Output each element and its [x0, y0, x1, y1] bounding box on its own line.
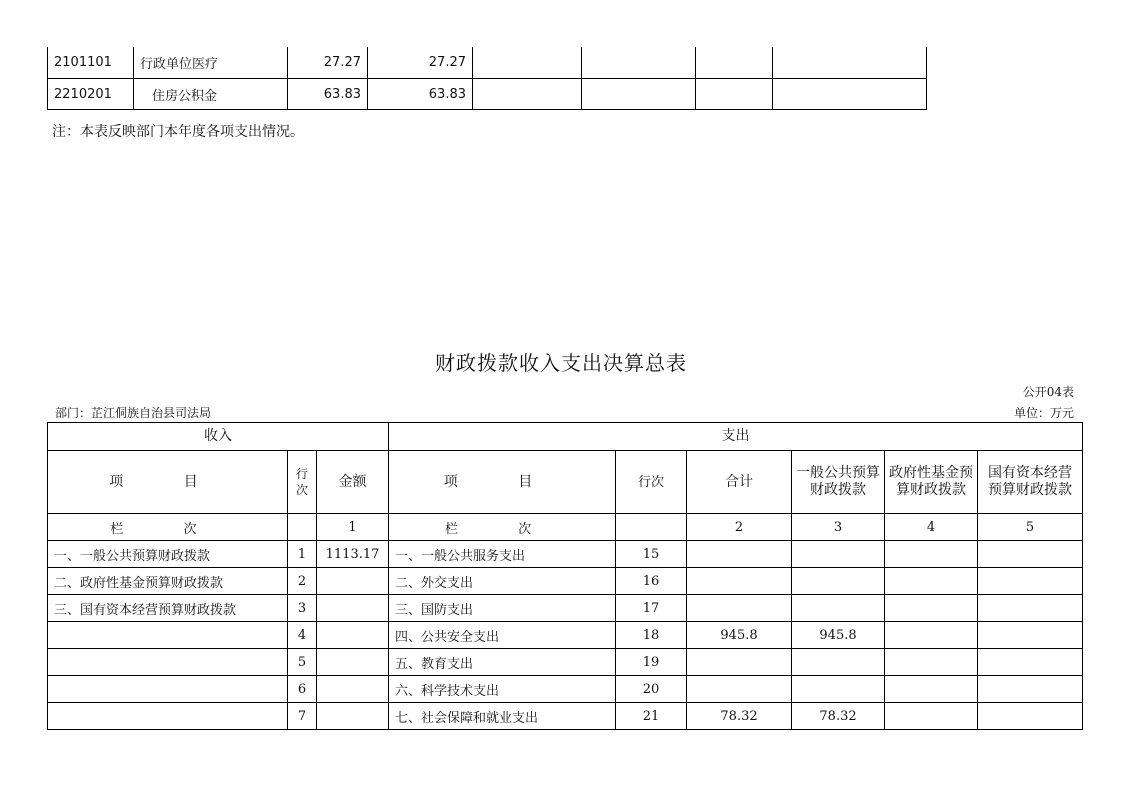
- total-value: 945.8: [687, 622, 792, 649]
- item-name: 行政单位医疗: [134, 47, 288, 79]
- empty-cell: [885, 568, 978, 595]
- column-label: 栏 次: [48, 514, 288, 541]
- expense-row-no: 15: [616, 541, 687, 568]
- total-value: [687, 595, 792, 622]
- income-item: 二、政府性基金预算财政拨款: [48, 568, 288, 595]
- column-number: 5: [978, 514, 1083, 541]
- item-value: 27.27: [288, 47, 368, 79]
- total-value: [687, 649, 792, 676]
- amount-header: 金额: [317, 451, 389, 514]
- income-item: [48, 622, 288, 649]
- income-row-no: 3: [288, 595, 317, 622]
- income-row-no: 5: [288, 649, 317, 676]
- column-number: 1: [317, 514, 389, 541]
- table-row: [48, 622, 1083, 649]
- table-row: [48, 541, 1083, 568]
- income-item: [48, 703, 288, 730]
- gov-fund-header: 政府性基金预算财政拨款: [885, 451, 978, 514]
- total-value: [687, 568, 792, 595]
- column-label: 栏 次: [389, 514, 616, 541]
- expense-item: 二、外交支出: [389, 568, 616, 595]
- expense-row-no: 18: [616, 622, 687, 649]
- empty-cell: [978, 676, 1083, 703]
- empty-cell: [978, 649, 1083, 676]
- expense-row-no: 17: [616, 595, 687, 622]
- table-row: [48, 568, 1083, 595]
- table-row: [48, 649, 1083, 676]
- expense-item: 七、社会保障和就业支出: [389, 703, 616, 730]
- income-amount: [317, 703, 389, 730]
- column-number: 3: [792, 514, 885, 541]
- income-amount: [317, 649, 389, 676]
- empty-cell: [978, 568, 1083, 595]
- income-row-no-header: 行次: [288, 451, 317, 514]
- fiscal-summary-table: [47, 422, 1083, 730]
- empty-cell: [473, 79, 582, 110]
- column-header-row: [48, 451, 1083, 514]
- item-code: 2210201: [48, 79, 134, 110]
- general-value: [792, 595, 885, 622]
- income-amount: [317, 676, 389, 703]
- general-budget-header: 一般公共预算财政拨款: [792, 451, 885, 514]
- expense-item-header: 项 目: [389, 451, 616, 514]
- section-header-row: [48, 423, 1083, 451]
- expense-item: 三、国防支出: [389, 595, 616, 622]
- total-value: 78.32: [687, 703, 792, 730]
- income-item: [48, 649, 288, 676]
- state-capital-header: 国有资本经营预算财政拨款: [978, 451, 1083, 514]
- income-row-no: 4: [288, 622, 317, 649]
- empty-cell: [288, 514, 317, 541]
- income-item: 三、国有资本经营预算财政拨款: [48, 595, 288, 622]
- expense-row-no: 19: [616, 649, 687, 676]
- total-header: 合计: [687, 451, 792, 514]
- empty-cell: [885, 622, 978, 649]
- table-note: 注：本表反映部门本年度各项支出情况。: [52, 124, 304, 140]
- empty-cell: [978, 595, 1083, 622]
- empty-cell: [885, 649, 978, 676]
- empty-cell: [885, 541, 978, 568]
- item-name: 住房公积金: [134, 79, 288, 110]
- empty-cell: [473, 47, 582, 79]
- empty-cell: [885, 595, 978, 622]
- general-value: [792, 676, 885, 703]
- empty-cell: [885, 703, 978, 730]
- empty-cell: [978, 622, 1083, 649]
- income-item: 一、一般公共预算财政拨款: [48, 541, 288, 568]
- income-header: 收入: [48, 423, 389, 451]
- general-value: [792, 568, 885, 595]
- item-value: 27.27: [368, 47, 473, 79]
- income-amount: [317, 622, 389, 649]
- income-amount: [317, 568, 389, 595]
- income-amount: 1113.17: [317, 541, 389, 568]
- empty-cell: [582, 47, 696, 79]
- expense-item: 四、公共安全支出: [389, 622, 616, 649]
- income-amount: [317, 595, 389, 622]
- income-row-no: 1: [288, 541, 317, 568]
- table-row: [48, 676, 1083, 703]
- table-row: [48, 79, 927, 110]
- income-row-no: 7: [288, 703, 317, 730]
- empty-cell: [696, 79, 773, 110]
- expense-row-no-header: 行次: [616, 451, 687, 514]
- form-code: 公开04表: [1022, 385, 1074, 399]
- empty-cell: [616, 514, 687, 541]
- page-title: 财政拨款收入支出决算总表: [435, 351, 687, 375]
- total-value: [687, 676, 792, 703]
- expense-item: 六、科学技术支出: [389, 676, 616, 703]
- column-number-row: [48, 514, 1083, 541]
- item-code: 2101101: [48, 47, 134, 79]
- expense-item: 一、一般公共服务支出: [389, 541, 616, 568]
- column-number: 4: [885, 514, 978, 541]
- expense-row-no: 16: [616, 568, 687, 595]
- general-value: [792, 649, 885, 676]
- table-row: [48, 47, 927, 79]
- expense-row-no: 20: [616, 676, 687, 703]
- top-continuation-table: [47, 47, 927, 110]
- total-value: [687, 541, 792, 568]
- expense-item: 五、教育支出: [389, 649, 616, 676]
- general-value: [792, 541, 885, 568]
- unit-label: 单位：万元: [1013, 406, 1074, 420]
- empty-cell: [696, 47, 773, 79]
- empty-cell: [885, 676, 978, 703]
- table-row: [48, 595, 1083, 622]
- income-row-no: 6: [288, 676, 317, 703]
- empty-cell: [582, 79, 696, 110]
- general-value: 945.8: [792, 622, 885, 649]
- expense-row-no: 21: [616, 703, 687, 730]
- income-item-header: 项 目: [48, 451, 288, 514]
- empty-cell: [978, 703, 1083, 730]
- income-row-no: 2: [288, 568, 317, 595]
- column-number: 2: [687, 514, 792, 541]
- item-value: 63.83: [288, 79, 368, 110]
- empty-cell: [773, 47, 927, 79]
- general-value: 78.32: [792, 703, 885, 730]
- department-label: 部门：芷江侗族自治县司法局: [55, 406, 212, 420]
- empty-cell: [773, 79, 927, 110]
- item-value: 63.83: [368, 79, 473, 110]
- expense-header: 支出: [389, 423, 1083, 451]
- income-item: [48, 676, 288, 703]
- table-row: [48, 703, 1083, 730]
- empty-cell: [978, 541, 1083, 568]
